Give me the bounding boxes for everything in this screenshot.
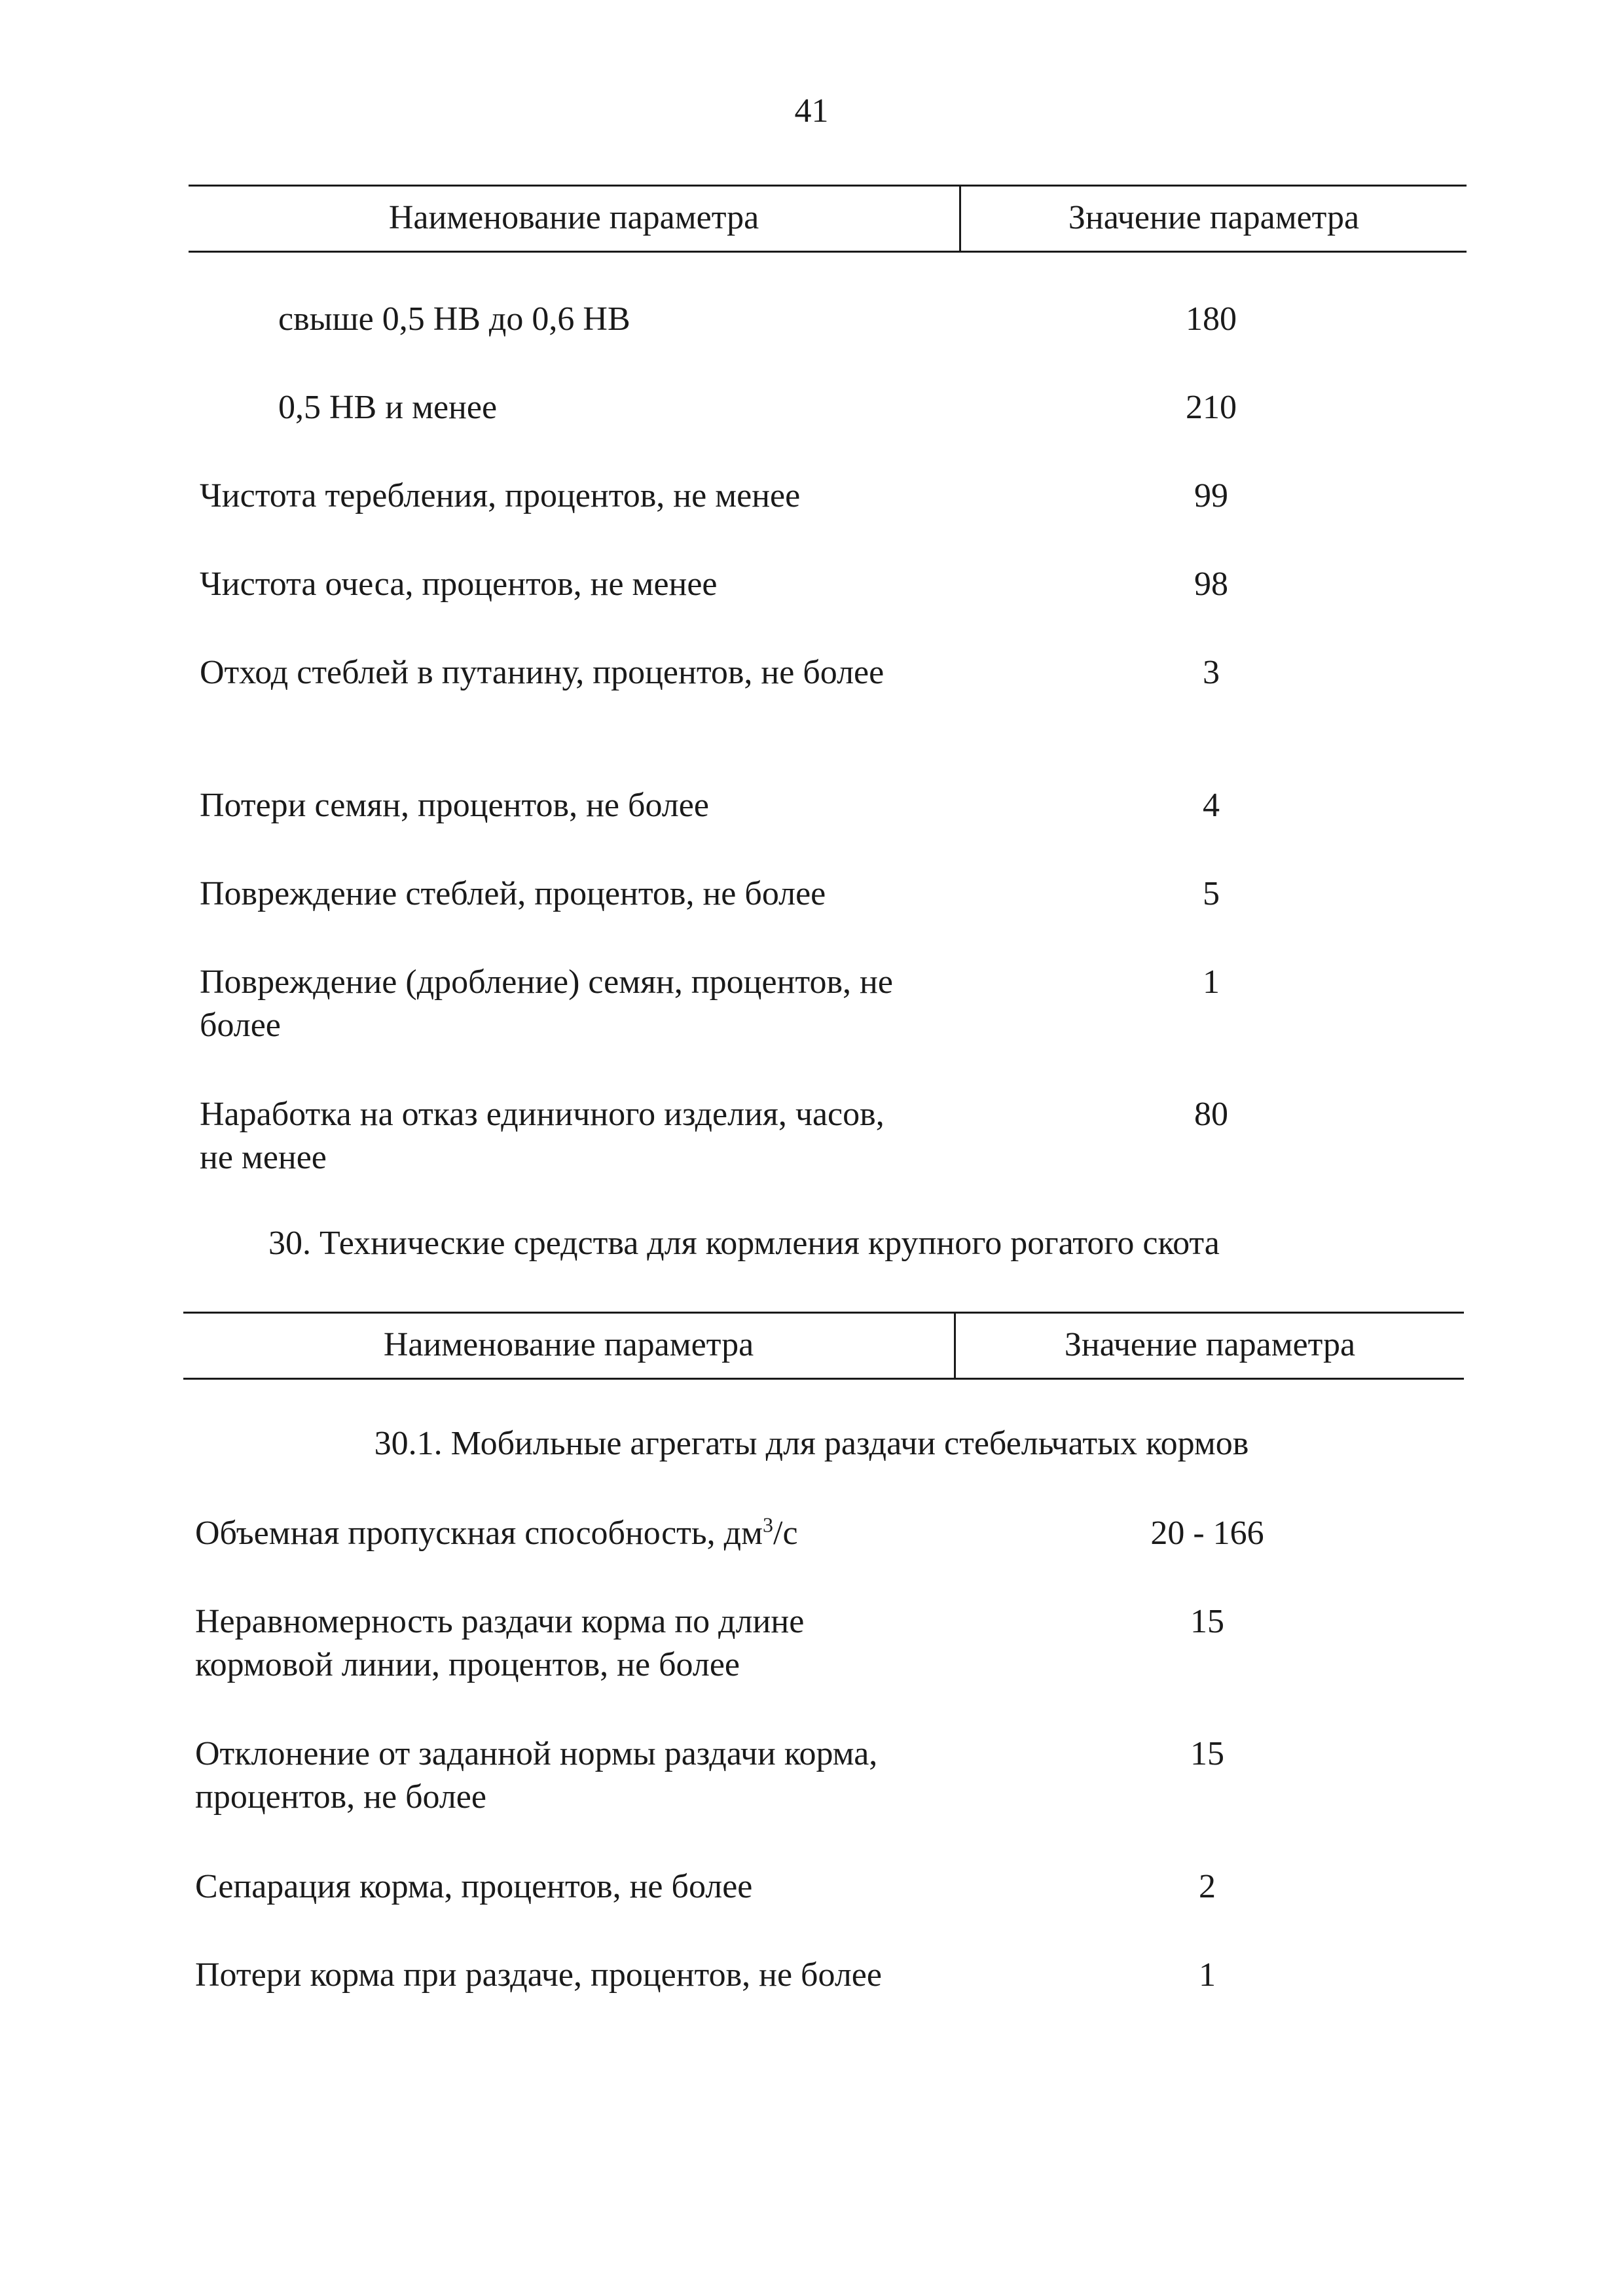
param-name-superscript: 3 bbox=[763, 1513, 773, 1537]
param-value: 3 bbox=[1203, 654, 1220, 691]
param-name: Наработка на отказ единичного изделия, часов, не менее bbox=[200, 1096, 884, 1176]
table-row bbox=[0, 651, 1623, 736]
table-row bbox=[0, 298, 1623, 383]
table1-header-top-rule bbox=[189, 185, 1467, 187]
table1-header-value: Значение параметра bbox=[1068, 199, 1360, 236]
param-name: Сепарация корма, процентов, не более bbox=[195, 1868, 753, 1905]
param-name: Отклонение от заданной нормы раздачи корма, процентов, не более bbox=[195, 1735, 878, 1816]
param-name: Потери семян, процентов, не более bbox=[200, 787, 709, 824]
table1-header-bottom-rule bbox=[189, 251, 1467, 253]
table-row bbox=[0, 1954, 1623, 2039]
table2-header-bottom-rule bbox=[183, 1378, 1464, 1380]
table-row bbox=[0, 1600, 1623, 1685]
param-name: Повреждение (дробление) семян, процентов, не более bbox=[200, 963, 893, 1044]
param-value: 4 bbox=[1203, 787, 1220, 824]
param-value: 99 bbox=[1194, 477, 1228, 514]
subsection-title: 30.1. Мобильные агрегаты для раздачи стебельчатых кормов bbox=[374, 1425, 1249, 1462]
table2-header-value: Значение параметра bbox=[1064, 1326, 1356, 1363]
table-row bbox=[0, 386, 1623, 471]
table-row bbox=[0, 1093, 1623, 1178]
table2-header-top-rule bbox=[183, 1312, 1464, 1314]
param-name: Чистота теребления, процентов, не менее bbox=[200, 477, 801, 514]
param-name: свыше 0,5 НВ до 0,6 НВ bbox=[278, 300, 630, 338]
param-value: 210 bbox=[1186, 389, 1237, 426]
param-name: Повреждение стеблей, процентов, не более bbox=[200, 875, 826, 912]
param-name: Чистота очеса, процентов, не менее bbox=[200, 565, 718, 603]
param-name: Потери корма при раздаче, процентов, не более bbox=[195, 1956, 882, 1994]
table-row bbox=[0, 1732, 1623, 1818]
param-value: 1 bbox=[1199, 1956, 1216, 1994]
table-row bbox=[0, 784, 1623, 869]
param-name-text: Объемная пропускная способность, дм bbox=[195, 1515, 763, 1552]
page-number: 41 bbox=[794, 92, 829, 130]
table-row bbox=[0, 1865, 1623, 1950]
param-value: 15 bbox=[1190, 1735, 1224, 1772]
table-row bbox=[0, 961, 1623, 1046]
param-name-unit: /с bbox=[773, 1515, 798, 1552]
param-value: 180 bbox=[1186, 300, 1237, 338]
param-name: 0,5 НВ и менее bbox=[278, 389, 498, 426]
param-name: Неравномерность раздачи корма по длине кормовой линии, процентов, не более bbox=[195, 1603, 805, 1683]
param-name bbox=[195, 1512, 948, 1555]
table1-header-name: Наименование параметра bbox=[388, 199, 759, 236]
section-title: 30. Технические средства для кормления крупного рогатого скота bbox=[268, 1225, 1220, 1262]
table-row bbox=[0, 1512, 1623, 1597]
param-name: Отход стеблей в путанину, процентов, не более bbox=[200, 654, 884, 691]
table2-header-name: Наименование параметра bbox=[383, 1326, 754, 1363]
param-value: 98 bbox=[1194, 565, 1228, 603]
table-row bbox=[0, 872, 1623, 958]
table-row bbox=[0, 475, 1623, 560]
param-value: 20 - 166 bbox=[1150, 1515, 1264, 1552]
param-value: 5 bbox=[1203, 875, 1220, 912]
table-row bbox=[0, 563, 1623, 648]
param-value: 15 bbox=[1190, 1603, 1224, 1640]
param-value: 80 bbox=[1194, 1096, 1228, 1133]
param-value: 1 bbox=[1203, 963, 1220, 1001]
param-value: 2 bbox=[1199, 1868, 1216, 1905]
